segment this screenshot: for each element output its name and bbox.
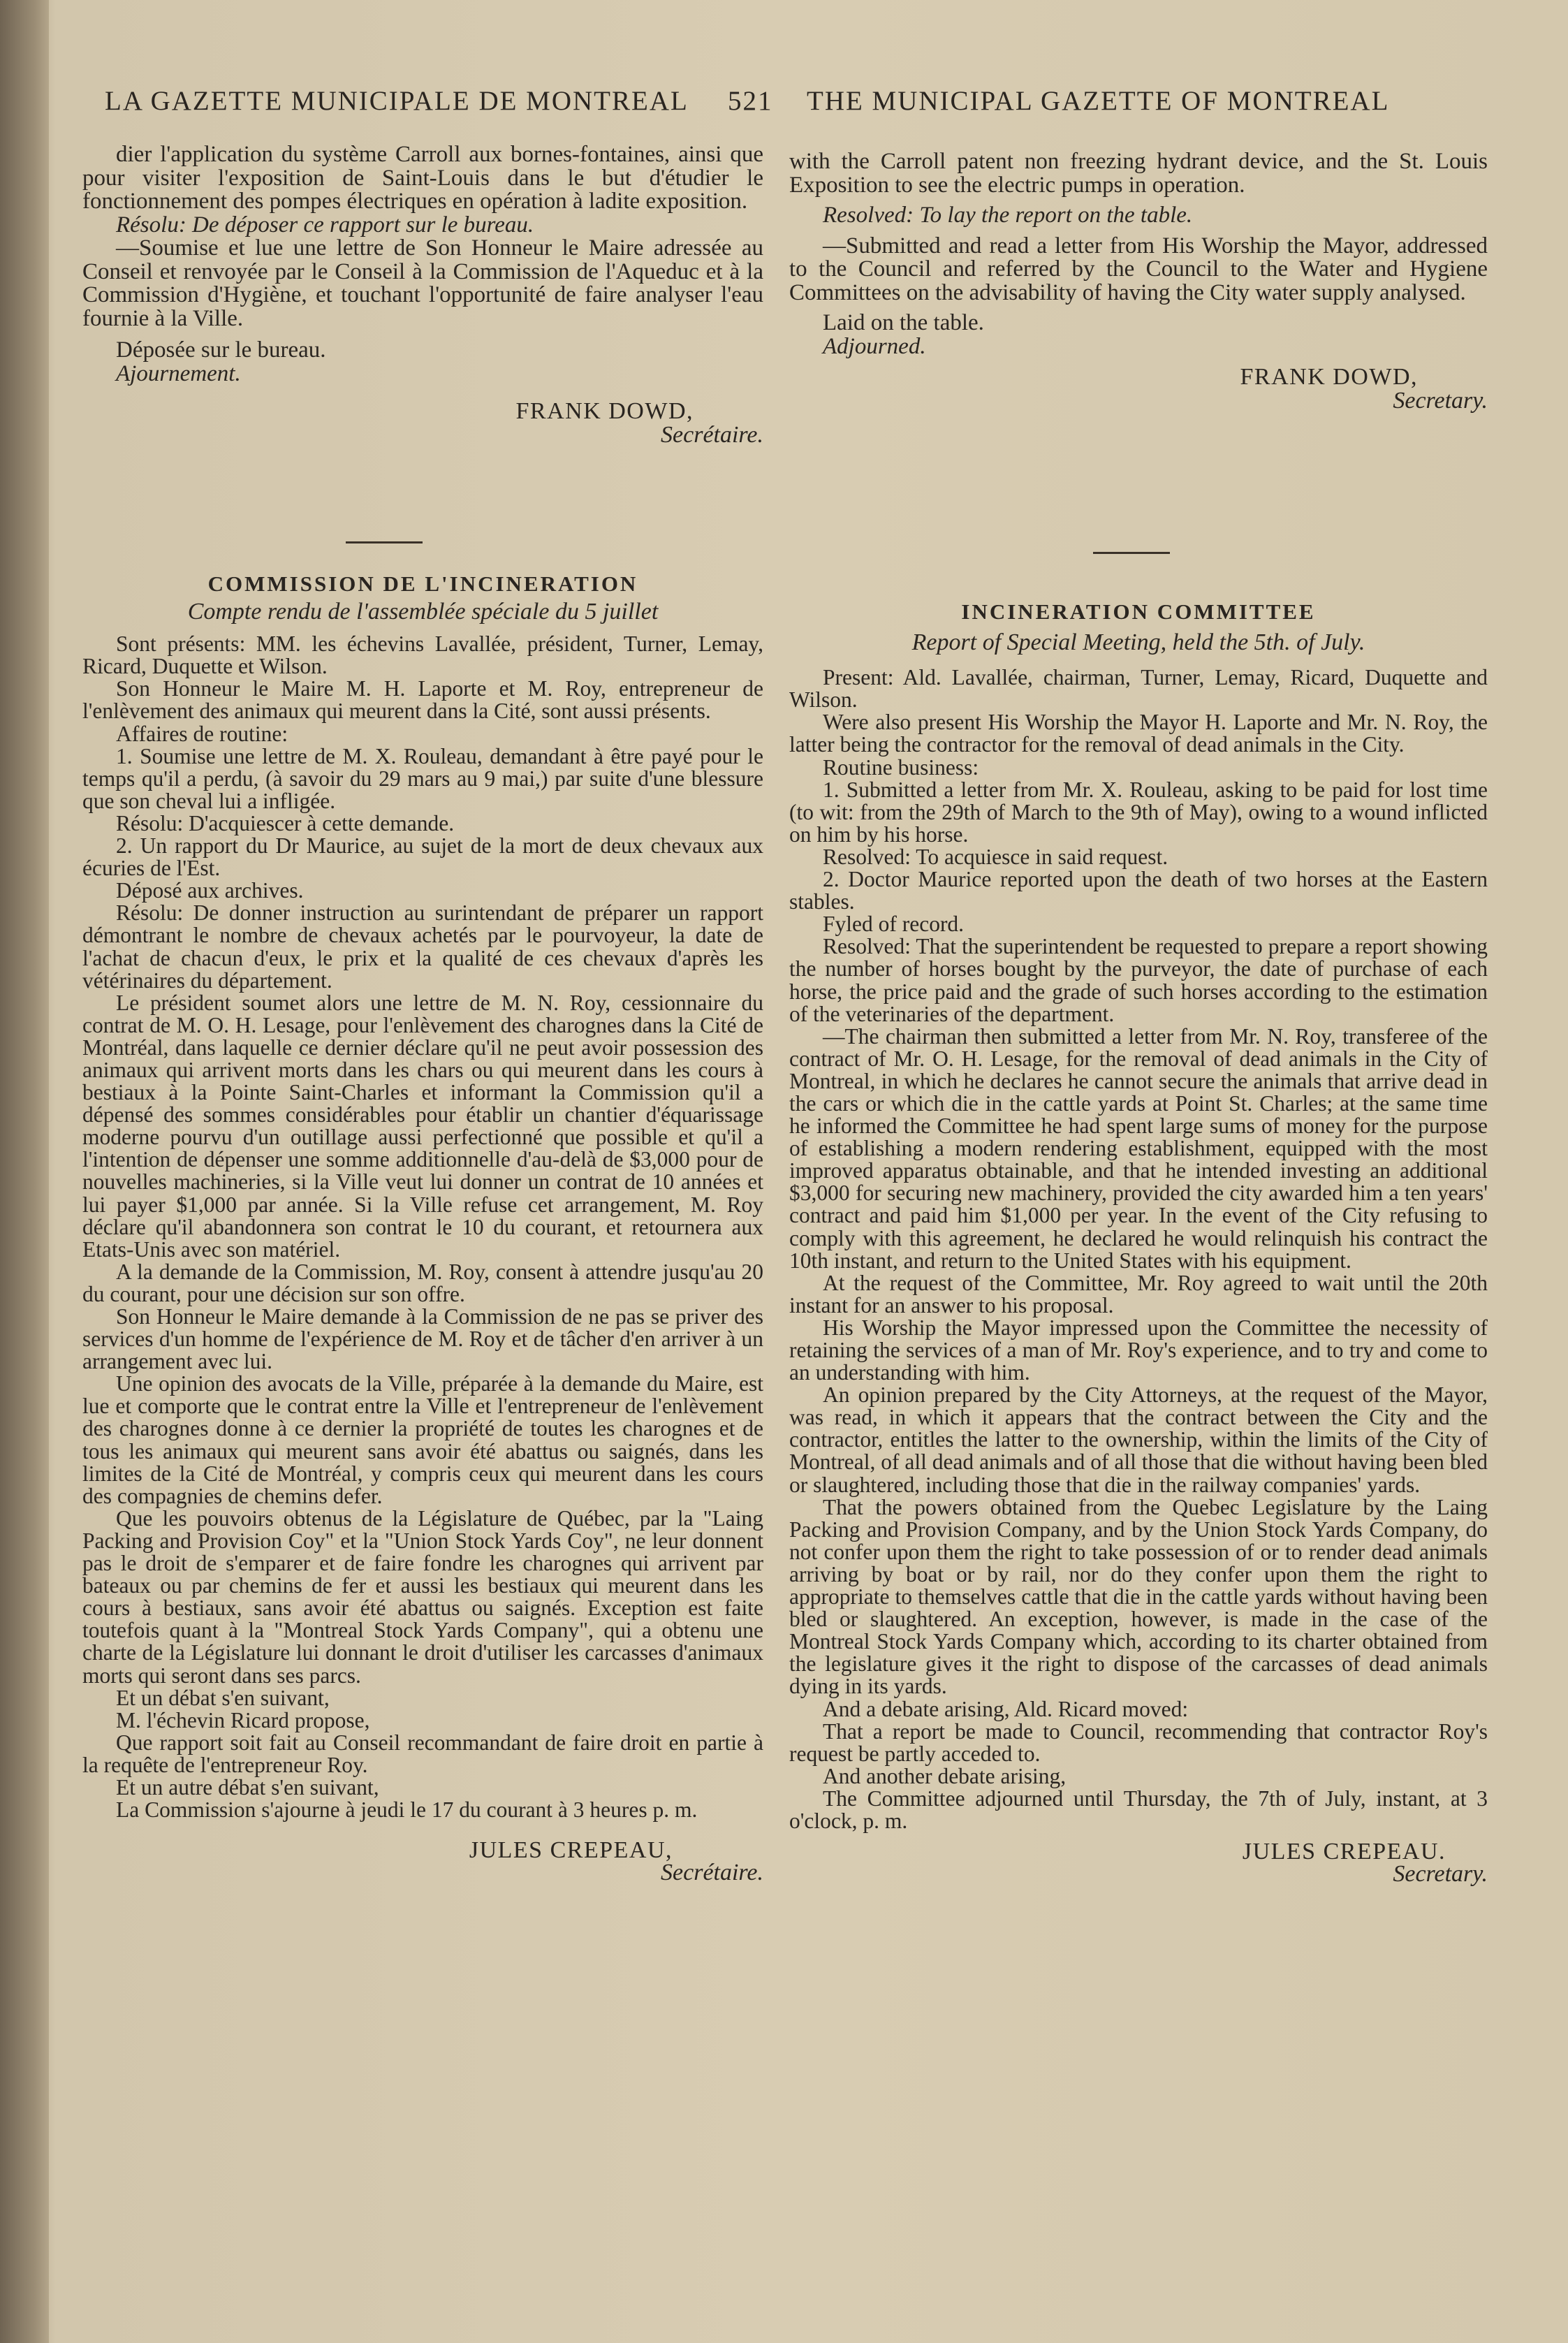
paragraph: Son Honneur le Maire M. H. Laporte et M. Roy, entrepreneur de l'enlèvement des animaux qui meurent dans la Cité, sont aussi présents. <box>82 676 763 724</box>
paragraph: Sont présents: MM. les échevins Lavallée, président, Turner, Lemay, Ricard, Duquette et Wilson. <box>82 632 763 679</box>
signature-title: Secrétaire. <box>661 421 763 448</box>
paragraph: Resolved: That the superintendent be requested to prepare a report showing the number of horses bought by the purveyor, the date of purchase of each horse, the price paid and the grade of such horses according to the estimation of the veterinaries of the department. <box>789 934 1488 1026</box>
paragraph: The Committee adjourned until Thursday, the 7th of July, instant, at 3 o'clock, p. m. <box>789 1786 1488 1833</box>
signature-name: FRANK DOWD, <box>515 398 694 424</box>
paragraph: Résolu: D'acquiescer à cette demande. <box>116 810 455 835</box>
paragraph: Et un autre débat s'en suivant, <box>116 1774 379 1800</box>
paragraph: Le président soumet alors une lettre de M. N. Roy, cessionnaire du contrat de M. O. H. Lesage, pour l'enlèvement des charognes dans la Cité de Montréal, dans laquelle ce dernier déclare qu'il ne peut avoir possession des animaux qui arrivent morts dans les chars ou qui meurent dans les cours à bestiaux à la Pointe Saint-Charles et informant la Commission qu'il a dépensé des sommes considérables pour établir un chantier d'équarissage moderne pourvu d'un outillage aussi perfectionné que possible et qu'il a l'intention de dépenser une somme additionnelle d'au-delà de $3,000 pour de nouvelles machineries, si la Ville veut lui donner un contrat de 10 années et lui payer $1,000 par année. Si la Ville refuse cet arrangement, M. Roy déclare qu'il abandonnera son contrat le 10 du courant, et retournera aux Etats-Unis avec son matériel. <box>82 990 763 1262</box>
signature-name: JULES CREPEAU, <box>469 1837 673 1864</box>
paragraph: Laid on the table. <box>823 310 984 335</box>
paragraph: —Soumise et lue une lettre de Son Honneur le Maire adressée au Conseil et renvoyée par le Conseil à la Commission de l'Aqueduc et à la Commission d'Hygiène, et touchant l'opportunité de faire analyser l'eau fournie à la Ville. <box>82 235 763 331</box>
header-french-title: LA GAZETTE MUNICIPALE DE MONTREAL <box>105 86 689 116</box>
paragraph: Déposé aux archives. <box>116 878 304 903</box>
paragraph: M. l'échevin Ricard propose, <box>116 1707 370 1732</box>
paragraph: Adjourned. <box>823 333 926 359</box>
signature-title: Secretary. <box>1393 387 1488 414</box>
paragraph: Et un débat s'en suivant, <box>116 1685 330 1710</box>
section-subtitle: Report of Special Meeting, held the 5th. of July. <box>911 629 1365 656</box>
paragraph: 2. Un rapport du Dr Maurice, au sujet de la mort de deux chevaux aux écuries de l'Est. <box>82 833 763 881</box>
section-divider <box>1093 552 1170 554</box>
paragraph: with the Carroll patent non freezing hydrant device, and the St. Louis Exposition to see the electric pumps in operation. <box>789 149 1488 198</box>
left-top-section <box>82 143 763 446</box>
paragraph: —Submitted and read a letter from His Worship the Mayor, addressed to the Council and referred by the Council to the Water and Hygiene Committees on the advisability of having the City water supply analysed. <box>789 233 1488 305</box>
paragraph: dier l'application du système Carroll aux bornes-fontaines, ainsi que pour visiter l'exposition de Saint-Louis dans le but d'étudier le fonctionnement des pompes électriques en opération à ladite exposition. <box>82 142 763 214</box>
page-number: 521 <box>728 86 773 116</box>
paragraph: Une opinion des avocats de la Ville, préparée à la demande du Maire, est lue et comporte que le contrat entre la Ville et l'entrepreneur de l'enlèvement des charognes donne à ce dernier la propriété de toutes les charognes et de tous les animaux qui meurent sans avoir été abattus ou saignés, dans les limites de la Cité de Montréal, y compris ceux qui meurent dans les cours des compagnies de chemins defer. <box>82 1371 763 1508</box>
paragraph: And another debate arising, <box>823 1763 1067 1788</box>
right-bottom-section <box>789 599 1488 1888</box>
signature-block <box>82 400 763 446</box>
paragraph: La Commission s'ajourne à jeudi le 17 du courant à 3 heures p. m. <box>116 1797 698 1823</box>
section-title: COMMISSION DE L'INCINERATION <box>207 571 638 596</box>
paragraph: That the powers obtained from the Quebec Legislature by the Laing Packing and Provision Company, and by the Union Stock Yards Company, do not confer upon them the right to take possession of or to render dead animals arriving by boat or by rail, nor do they confer upon them the right to appropriate to themselves cattle that die in the cattle yards without having been bled or slaughtered. An exception, however, is made in the case of the Montreal Stock Yards Company which, according to its charter obtained from the legislature gives it the right to dispose of the carcasses of dead animals dying in its yards. <box>789 1494 1488 1699</box>
paragraph: His Worship the Mayor impressed upon the Committee the necessity of retaining the services of a man of Mr. Roy's experience, and to try and come to an understanding with him. <box>789 1315 1488 1385</box>
section-subtitle: Compte rendu de l'assemblée spéciale du 5 juillet <box>187 599 659 625</box>
paragraph: Routine business: <box>823 754 979 780</box>
page-header <box>98 78 1460 127</box>
signature-name: JULES CREPEAU. <box>1242 1839 1446 1865</box>
paragraph: Affaires de routine: <box>116 721 288 746</box>
paragraph: —The chairman then submitted a letter from Mr. N. Roy, transferee of the contract of Mr. O. H. Lesage, for the removal of dead animals in the City of Montreal, in which he declares he cannot secure the animals that arrive dead in the cars or which die in the cattle yards at Point St. Charles; at the same time he informed the Committee he had spent large sums of money for the purpose of establishing a modern rendering establishment, equipped with the most improved apparatus obtainable, and that he intended investing an additional $3,000 for securing new machinery, provided the city awarded him a ten years' contract and paid him $1,000 per year. In the event of the City refusing to comply with this agreement, he declared he would relinquish his contract the 10th instant, and return to the United States with his equipment. <box>789 1023 1488 1273</box>
paragraph: Fyled of record. <box>823 912 965 937</box>
paragraph: An opinion prepared by the City Attorneys, at the request of the Mayor, was read, in which it appears that the contract between the City and the contractor, entitles the latter to the ownership, within the limits of the City of Montreal, of all dead animals and of all those that die without having been bled or slaughtered, including those that die in the railway companies' yards. <box>789 1382 1488 1497</box>
left-bottom-section <box>82 573 763 1884</box>
paragraph: Résolu: De déposer ce rapport sur le bureau. <box>116 212 534 238</box>
paragraph: And a debate arising, Ald. Ricard moved: <box>823 1696 1189 1721</box>
right-top-section <box>789 150 1488 412</box>
paragraph: Que rapport soit fait au Conseil recommandant de faire droit en partie à la requête de l'entrepreneur Roy. <box>82 1730 763 1777</box>
paragraph: At the request of the Committee, Mr. Roy agreed to wait until the 20th instant for an answer to his proposal. <box>789 1270 1488 1318</box>
signature-name: FRANK DOWD, <box>1240 364 1418 390</box>
paragraph: 2. Doctor Maurice reported upon the death of two horses at the Eastern stables. <box>789 867 1488 914</box>
signature-title: Secretary. <box>1393 1861 1488 1888</box>
section-title: INCINERATION COMMITTEE <box>961 599 1316 624</box>
paragraph: Ajournement. <box>116 360 241 386</box>
paragraph: Were also present His Worship the Mayor H. Laporte and Mr. N. Roy, the latter being the contractor for the removal of dead animals in the City. <box>789 710 1488 757</box>
section-divider <box>346 541 423 543</box>
paragraph: 1. Submitted a letter from Mr. X. Rouleau, asking to be paid for lost time (to wit: from the 29th of March to the 9th of May), owing to a wound inflicted on him by his horse. <box>789 777 1488 847</box>
paragraph: A la demande de la Commission, M. Roy, consent à attendre jusqu'au 20 du courant, pour une décision sur son offre. <box>82 1259 763 1306</box>
paragraph: Resolved: To lay the report on the table. <box>823 203 1193 228</box>
header-english-title: THE MUNICIPAL GAZETTE OF MONTREAL <box>807 86 1390 116</box>
signature-block <box>789 1839 1488 1888</box>
paragraph: Son Honneur le Maire demande à la Commission de ne pas se priver des services d'un homme de l'expérience de M. Roy et de tâcher d'en arriver à un arrangement avec lui. <box>82 1304 763 1374</box>
paragraph: Present: Ald. Lavallée, chairman, Turner, Lemay, Ricard, Duquette and Wilson. <box>789 665 1488 713</box>
signature-block <box>789 365 1488 412</box>
paragraph: That a report be made to Council, recommending that contractor Roy's request be partly acceded to. <box>789 1718 1488 1766</box>
paragraph: Résolu: De donner instruction au surintendant de préparer un rapport démontrant le nombre de chevaux achetés par le pourvoyeur, la date de l'achat de chacun d'eux, le prix et la qualité de ces chevaux d'après les vétérinaires du département. <box>82 900 763 993</box>
signature-title: Secrétaire. <box>661 1860 763 1886</box>
paragraph: Que les pouvoirs obtenus de la Législature de Québec, par la "Laing Packing and Provision Coy" et la "Union Stock Yards Coy", ne leur donnent pas le droit de s'emparer et de faire fondre les charognes qui arrivent par bateaux ou par chemins de fer et aussi les bestiaux qui meurent dans les cours à bestiaux, sans avoir été abattus ou saignés. Exception est faite toutefois quant à la "Montreal Stock Yards Company", qui a obtenu une charte de la Législature lui donnant le droit d'utiliser les carcasses d'animaux morts qui seront dans ses parcs. <box>82 1505 763 1688</box>
binding-gutter <box>0 0 49 2343</box>
signature-block <box>82 1839 763 1884</box>
paragraph: Déposée sur le bureau. <box>116 337 326 363</box>
paragraph: Resolved: To acquiesce in said request. <box>823 844 1168 869</box>
paragraph: 1. Soumise une lettre de M. X. Rouleau, demandant à être payé pour le temps qu'il a perdu, (à savoir du 29 mars au 9 mai,) par suite d'une blessure que son cheval lui a infligée. <box>82 743 763 813</box>
